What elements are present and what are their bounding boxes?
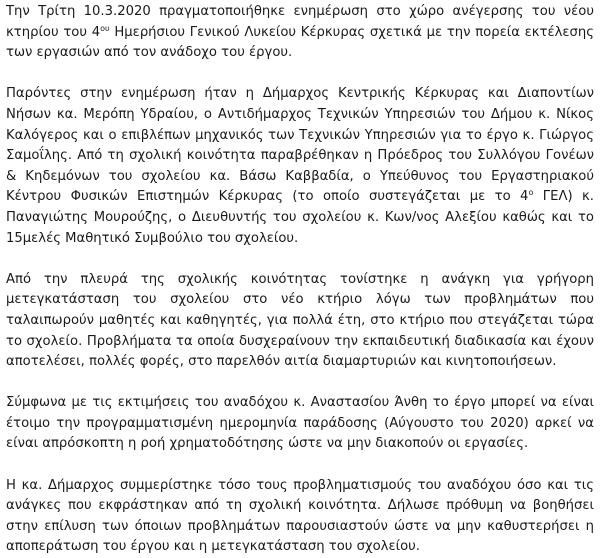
paragraph-contractor-estimate: Σύμφωνα με τις εκτιμήσεις του αναδόχου κ. Αναστασίου Άνθη το έργο μπορεί να είναι έτοιμο την προγραμματισμένη ημερομηνία παράδοσης (Αύγουστο του 2020) αρκεί να είναι απρόσκοπτη η ροή χρηματοδότησης ώστε να μην διακοπούν οι εργασίες. bbox=[6, 395, 594, 452]
document-body bbox=[6, 2, 594, 558]
paragraph-mayor-response: Η κα. Δήμαρχος συμμερίστηκε τόσο τους προβληματισμούς του αναδόχου όσο και τις ανάγκες που εκφράστηκαν από τη σχολική κοινότητα. Δήλωσε πρόθυμη να βοηθήσει στην επίλυση των όποιων προβλημάτων παρουσιαστούν ώστε να μην καθυστερήσει η αποπεράτωση του έργου και η μετεγκατάσταση του σχολείου. bbox=[6, 477, 594, 555]
paragraph-briefing-intro bbox=[6, 2, 594, 64]
paragraph-school-needs: Από την πλευρά της σχολικής κοινότητας τονίστηκε η ανάγκη για γρήγορη μετεγκατάσταση του σχολείου στο νέο κτήριο λόγω των προβλημάτων που ταλαιπωρούν μαθητές και καθηγητές, για πολλά έτη, στο κτήριο που στεγάζεται τώρα το σχολείο. Προβλήματα τα οποία δυσχεραίνουν την εκπαιδευτική διαδικασία και έχουν αποτελέσει, πολλές φορές, στο παρελθόν αιτία διαμαρτυριών και κινητοποιήσεων. bbox=[6, 271, 594, 370]
paragraph-attendees bbox=[6, 84, 594, 249]
ordinal-superscript: ο bbox=[528, 188, 534, 198]
paragraph-text: Παρόντες στην ενημέρωση ήταν η Δήμαρχος Κεντρικής Κέρκυρας και Διαποντίων Νήσων κα. Μερόπη Υδραίου, ο Αντιδήμαρχος Τεχνικών Υπηρεσιών του Δήμου κ. Νίκος Καλόγερος και ο επιβλέπων μηχανικός των Τεχνικών Υπηρεσιών για το έργο κ. Γιώργος Σαμοΐλης. Από τη σχολική κοινότητα παραβρέθηκαν η Πρόεδρος του Συλλόγου Γονέων & Κηδεμόνων του σχολείου κα. Βάσω Καββαδία, ο Υπεύθυνος του Εργαστηριακού Κέντρου Φυσικών Επιστημών Κέρκυρας (το οποίο συστεγάζεται με το 4 bbox=[6, 86, 594, 205]
paragraph-text: Ημερήσιου Γενικού Λυκείου Κέρκυρας σχετικά με την πορεία εκτέλεσης των εργασιών από τον ανάδοχο του έργου. bbox=[6, 24, 594, 61]
paragraph-text: Την Τρίτη 10.3.2020 πραγματοποιήθηκε ενημέρωση στο χώρο ανέγερσης του νέου κτηρίου του 4 bbox=[6, 4, 594, 40]
ordinal-superscript: ου bbox=[100, 23, 110, 33]
paragraph-text: ΓΕΛ) κ. Παναγιώτης Μουρούζης, ο Διευθυντής του σχολείου κ. Κων/νος Αλεξίου καθώς και το 15μελές Μαθητικό Συμβούλιο του σχολείου. bbox=[6, 189, 595, 246]
